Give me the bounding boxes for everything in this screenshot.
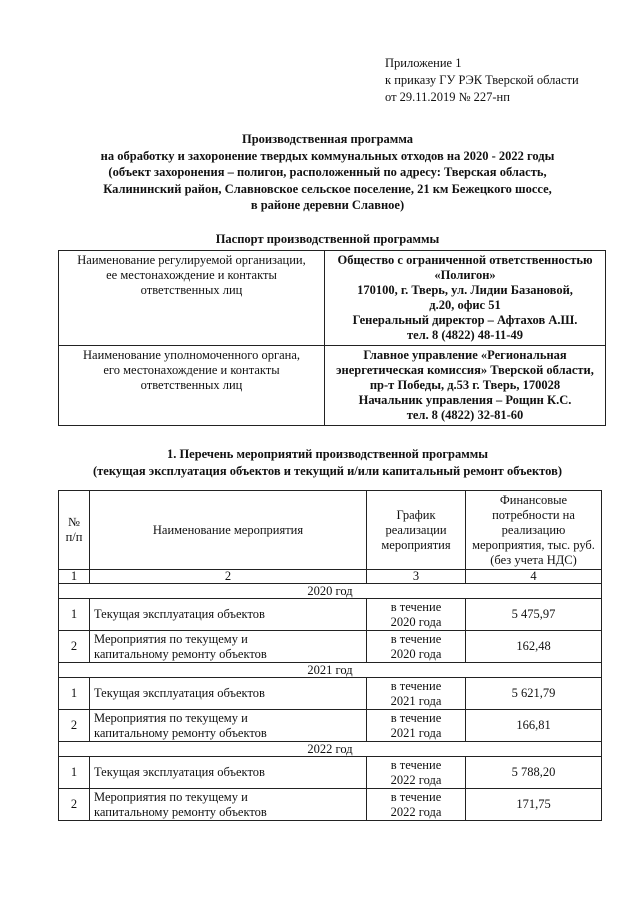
cell-line: Текущая эксплуатация объектов	[94, 765, 265, 779]
appendix-block	[385, 55, 625, 106]
cell-line: Мероприятия по текущему и	[94, 631, 248, 646]
cell-line: его местонахождение и контакты	[103, 363, 280, 377]
cell-line: ответственных лиц	[140, 378, 243, 392]
cell-line: Финансовые	[499, 492, 568, 507]
title-line: в районе деревни Славное)	[250, 198, 405, 212]
row-schedule	[367, 678, 466, 710]
passport-value-cell	[325, 251, 606, 346]
cell-line: ее местонахождение и контакты	[106, 268, 277, 282]
cell-line: 2021 года	[390, 693, 442, 708]
row-num: 1	[59, 599, 90, 631]
row-schedule	[367, 789, 466, 821]
cell-line: реализацию	[501, 522, 566, 537]
year-row	[59, 663, 602, 678]
cell-line: 2020 года	[390, 646, 442, 661]
table-row	[59, 757, 602, 789]
cell-line: тел. 8 (4822) 32-81-60	[406, 408, 524, 422]
section-title	[40, 446, 615, 480]
row-schedule	[367, 599, 466, 631]
year-label: 2022 год	[59, 742, 602, 757]
column-number: 1	[59, 570, 90, 584]
row-finance: 166,81	[466, 710, 602, 742]
cell-line: пр-т Победы, д.53 г. Тверь, 170028	[369, 378, 561, 392]
row-schedule	[367, 757, 466, 789]
row-name	[90, 631, 367, 663]
cell-line: Наименование уполномоченного органа,	[83, 348, 300, 362]
passport-table	[58, 250, 606, 426]
title-line: (объект захоронения – полигон, расположенный по адресу: Тверская область,	[108, 165, 547, 179]
cell-line: Наименование регулируемой организации,	[77, 253, 306, 267]
cell-line: Главное управление «Региональная	[363, 348, 567, 362]
column-number: 4	[466, 570, 602, 584]
row-finance: 171,75	[466, 789, 602, 821]
cell-line: 170100, г. Тверь, ул. Лидии Базановой,	[357, 283, 573, 297]
cell-line: Текущая эксплуатация объектов	[94, 607, 265, 621]
passport-row	[59, 346, 606, 426]
header-name	[90, 491, 367, 570]
year-row	[59, 584, 602, 599]
table-row	[59, 710, 602, 742]
row-name	[90, 599, 367, 631]
row-name	[90, 789, 367, 821]
cell-line: 2020 года	[390, 614, 442, 629]
cell-line: График	[396, 507, 436, 522]
table-row	[59, 631, 602, 663]
table-row	[59, 789, 602, 821]
cell-line: в течение	[390, 710, 442, 725]
section-title-line: (текущая эксплуатация объектов и текущий и/или капитальный ремонт объектов)	[92, 464, 562, 478]
cell-line: 2022 года	[390, 804, 442, 819]
cell-line: №	[68, 515, 80, 529]
header-finance	[466, 491, 602, 570]
header-num	[59, 491, 90, 570]
cell-line: Мероприятия по текущему и	[94, 710, 248, 725]
appendix-line: к приказу ГУ РЭК Тверской области	[385, 73, 579, 87]
cell-line: Генеральный директор – Афтахов А.Ш.	[352, 313, 578, 327]
cell-line: в течение	[390, 757, 442, 772]
cell-line: энергетическая комиссия» Тверской области,	[336, 363, 594, 377]
cell-line: мероприятия	[381, 537, 451, 552]
cell-line: капитальному ремонту объектов	[94, 725, 267, 740]
header-schedule	[367, 491, 466, 570]
row-num: 1	[59, 678, 90, 710]
cell-line: в течение	[390, 789, 442, 804]
row-name	[90, 757, 367, 789]
row-name	[90, 678, 367, 710]
passport-title: Паспорт производственной программы	[215, 232, 440, 246]
row-name	[90, 710, 367, 742]
cell-line: Начальник управления – Рощин К.С.	[358, 393, 572, 407]
passport-row	[59, 251, 606, 346]
cell-line: тел. 8 (4822) 48-11-49	[407, 328, 523, 342]
title-line: на обработку и захоронение твердых коммунальных отходов на 2020 - 2022 годы	[100, 148, 555, 163]
row-finance: 162,48	[466, 631, 602, 663]
year-label: 2020 год	[59, 584, 602, 599]
appendix-line: от 29.11.2019 № 227-нп	[385, 90, 510, 104]
cell-line: потребности на	[492, 507, 575, 522]
cell-line: мероприятия, тыс. руб.	[472, 537, 595, 552]
cell-line: Мероприятия по текущему и	[94, 789, 248, 804]
title-line: Калининский район, Славновское сельское поселение, 21 км Бежецкого шоссе,	[103, 181, 552, 196]
cell-line: (без учета НДС)	[490, 552, 577, 567]
row-num: 1	[59, 757, 90, 789]
cell-line: ответственных лиц	[140, 283, 243, 297]
cell-line: «Полигон»	[434, 268, 496, 282]
cell-line: 2022 года	[390, 772, 442, 787]
year-row	[59, 742, 602, 757]
cell-line: капитальному ремонту объектов	[94, 804, 267, 819]
year-label: 2021 год	[59, 663, 602, 678]
column-numbers-row	[59, 570, 602, 584]
row-schedule	[367, 631, 466, 663]
document-title	[40, 131, 615, 214]
cell-line: 2021 года	[390, 725, 442, 740]
cell-line: д.20, офис 51	[429, 298, 501, 312]
row-num: 2	[59, 710, 90, 742]
cell-line: п/п	[65, 530, 83, 544]
measures-table	[58, 490, 602, 821]
cell-line: Текущая эксплуатация объектов	[94, 686, 265, 700]
row-schedule	[367, 710, 466, 742]
cell-line: в течение	[390, 678, 442, 693]
passport-value-cell	[325, 346, 606, 426]
row-finance: 5 475,97	[466, 599, 602, 631]
title-line: Производственная программа	[241, 132, 414, 146]
row-num: 2	[59, 631, 90, 663]
table-row	[59, 599, 602, 631]
row-finance: 5 788,20	[466, 757, 602, 789]
cell-line: Общество с ограниченной ответственностью	[337, 253, 593, 267]
appendix-line: Приложение 1	[385, 56, 462, 70]
table-header-row	[59, 491, 602, 570]
cell-line: Наименование мероприятия	[152, 522, 304, 537]
column-number: 2	[90, 570, 367, 584]
cell-line: реализации	[385, 522, 447, 537]
row-num: 2	[59, 789, 90, 821]
passport-label-cell	[59, 346, 325, 426]
section-title-line: 1. Перечень мероприятий производственной программы	[166, 447, 489, 461]
passport-label-cell	[59, 251, 325, 346]
column-number: 3	[367, 570, 466, 584]
cell-line: капитальному ремонту объектов	[94, 646, 267, 661]
table-row	[59, 678, 602, 710]
cell-line: в течение	[390, 631, 442, 646]
cell-line: в течение	[390, 599, 442, 614]
row-finance: 5 621,79	[466, 678, 602, 710]
